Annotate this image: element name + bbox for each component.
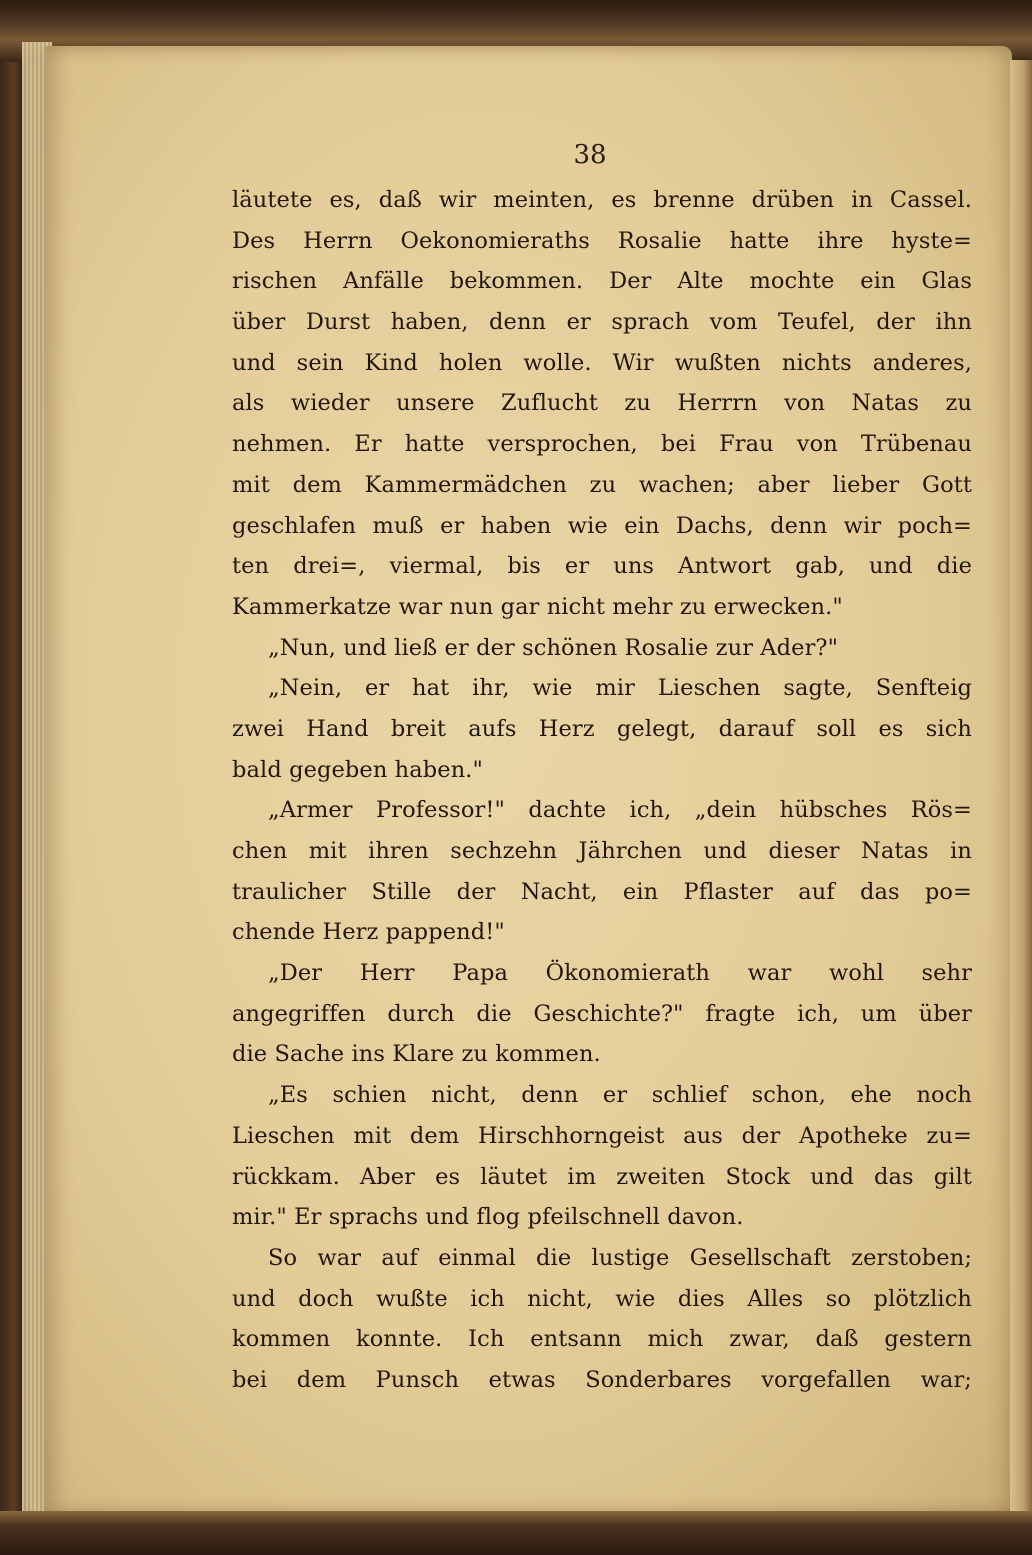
text-line: angegriffen durch die Geschichte?" fragte ich, um über (232, 1000, 972, 1027)
text-line: „Armer Professor!" dachte ich, „dein hübsches Rös= (268, 797, 972, 824)
text-line: geschlafen muß er haben wie ein Dachs, denn wir poch= (232, 512, 972, 539)
text-line: Lieschen mit dem Hirschhorngeist aus der Apotheke zu= (232, 1122, 972, 1149)
body-text (232, 180, 972, 1401)
text-line: chen mit ihren sechzehn Jährchen und dieser Natas in (232, 838, 972, 864)
text-line: Kammerkatze war nun gar nicht mehr zu erwecken." (232, 593, 843, 620)
text-line: Des Herrn Oekonomieraths Rosalie hatte ihre hyste= (232, 227, 972, 254)
text-line: So war auf einmal die lustige Gesellschaft zerstoben; (268, 1244, 972, 1271)
text-line: „Nein, er hat ihr, wie mir Lieschen sagte, Senfteig (268, 675, 972, 702)
text-line: traulicher Stille der Nacht, ein Pflaster auf das po= (232, 878, 972, 905)
text-line: mit dem Kammermädchen zu wachen; aber lieber Gott (232, 471, 972, 498)
text-line: mir." Er sprachs und flog pfeilschnell davon. (232, 1204, 744, 1231)
text-line: ten drei=, viermal, bis er uns Antwort gab, und die (232, 553, 972, 580)
text-line: als wieder unsere Zuflucht zu Herrrn von Natas zu (232, 390, 972, 417)
text-line: bei dem Punsch etwas Sonderbares vorgefallen war; (232, 1366, 972, 1393)
page-number: 38 (573, 140, 607, 170)
text-line: läutete es, daß wir meinten, es brenne drüben in Cassel. (232, 187, 972, 213)
text-line: „Nun, und ließ er der schönen Rosalie zur Ader?" (268, 634, 839, 661)
text-line: „Es schien nicht, denn er schlief schon, ehe noch (268, 1082, 972, 1109)
text-line: und doch wußte ich nicht, wie dies Alles so plötzlich (232, 1285, 972, 1312)
text-line: zwei Hand breit aufs Herz gelegt, darauf soll es sich (232, 715, 972, 742)
text-line: die Sache ins Klare zu kommen. (232, 1041, 601, 1068)
text-line: „Der Herr Papa Ökonomierath war wohl sehr (268, 960, 972, 987)
page-right-edge (1010, 60, 1032, 1520)
text-line: nehmen. Er hatte versprochen, bei Frau von Trübenau (232, 431, 972, 458)
text-line: und sein Kind holen wolle. Wir wußten nichts anderes, (232, 349, 972, 376)
text-line: chende Herz pappend!" (232, 919, 505, 946)
text-line: rischen Anfälle bekommen. Der Alte mochte ein Glas (232, 268, 972, 295)
text-line: kommen konnte. Ich entsann mich zwar, daß gestern (232, 1326, 972, 1353)
text-line: über Durst haben, denn er sprach vom Teufel, der ihn (232, 309, 972, 336)
text-line: rückkam. Aber es läutet im zweiten Stock und das gilt (232, 1163, 972, 1190)
text-line: bald gegeben haben." (232, 756, 483, 783)
book-cover-bottom-edge (0, 1511, 1032, 1555)
